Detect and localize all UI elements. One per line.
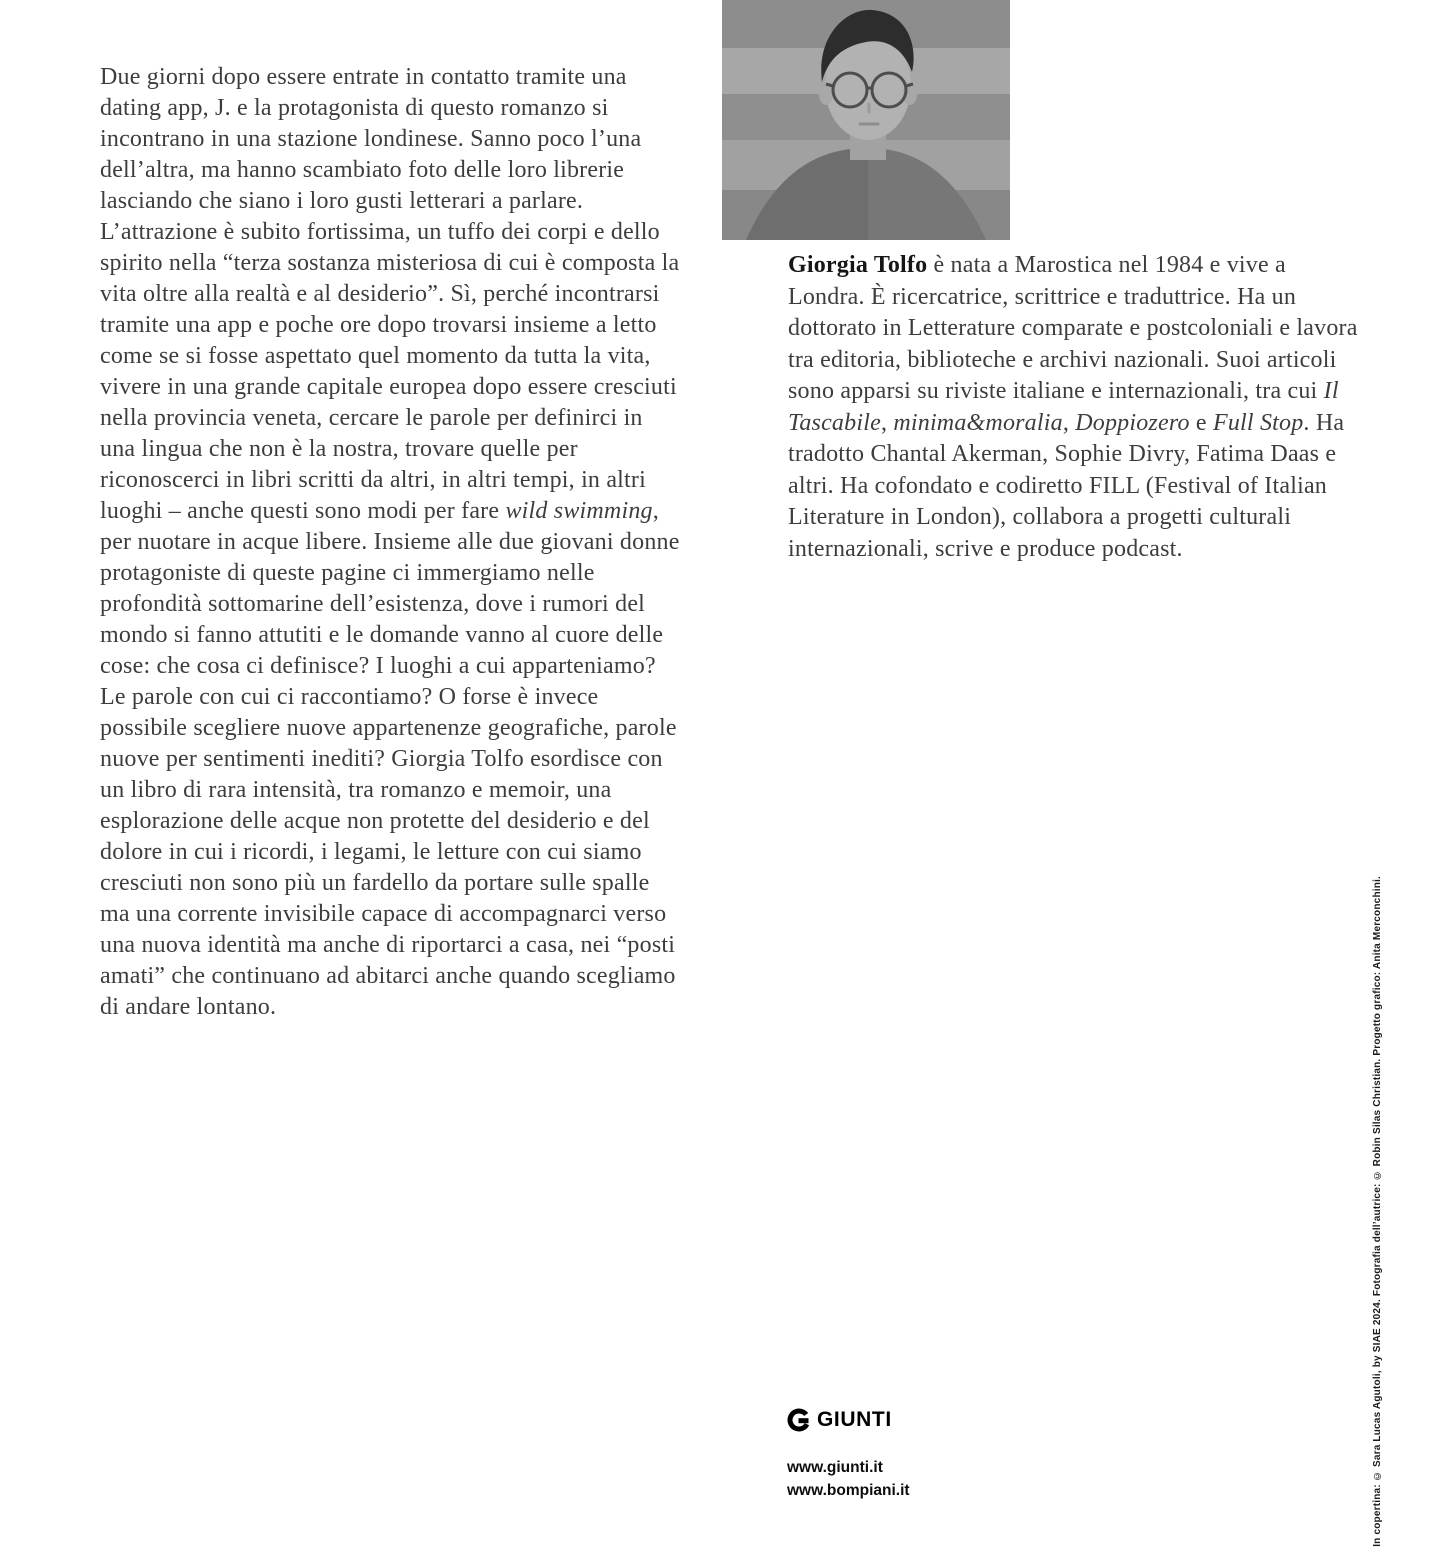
giunti-logo-icon bbox=[787, 1408, 811, 1432]
giunti-logo bbox=[787, 1408, 892, 1432]
publisher-urls bbox=[787, 1456, 910, 1502]
author-bio-text: Giorgia Tolfo è nata a Marostica nel 1984 e vive a Londra. È ricercatrice, scrittrice e traduttrice. Ha un dottorato in Letterature comparate e postcoloniali e lavora tra editoria, biblioteche e archivi nazionali. Suoi articoli sono apparsi su riviste italiane e internazionali, tra cui Il Tascabile, minima&moralia, Doppiozero e Full Stop. Ha tradotto Chantal Akerman, Sophie Divry, Fatima Daas e altri. Ha cofondato e codiretto FILL (Festival of Italian Literature in London), collabora a progetti culturali internazionali, scrive e produce podcast. bbox=[788, 252, 1358, 562]
author-photo bbox=[722, 0, 1010, 240]
flap-description-text: Due giorni dopo essere entrate in contatto tramite una dating app, J. e la protagonista di questo romanzo si incontrano in una stazione londinese. Sanno poco l’una dell’altra, ma hanno scambiato foto delle loro librerie lasciando che siano i loro gusti letterari a parlare. L’attrazione è subito fortissima, un tuffo dei corpi e dello spirito nella “terza sostanza misteriosa di cui è composta la vita oltre alla realtà e al desiderio”. Sì, perché incontrarsi tramite una app e poche ore dopo trovarsi insieme a letto come se si fosse aspettato quel momento da tutta la vita, vivere in una grande capitale europea dopo essere cresciuti nella provincia veneta, cercare le parole per definirci in una lingua che non è la nostra, trovare quelle per riconoscerci in libri scritti da altri, in altri tempi, in altri luoghi – anche questi sono modi per fare wild swimming, per nuotare in acque libere. Insieme alle due giovani donne protagoniste di queste pagine ci immergiamo nelle profondità sottomarine dell’esistenza, dove i rumori del mondo si fanno attutiti e le domande vanno al cuore delle cose: che cosa ci definisce? I luoghi a cui apparteniamo? Le parole con cui ci raccontiamo? O forse è invece possibile scegliere nuove appartenenze geografiche, parole nuove per sentimenti inediti? Giorgia Tolfo esordisce con un libro di rara intensità, tra romanzo e memoir, una esplorazione delle acque non protette del desiderio e del dolore in cui i ricordi, i legami, le letture con cui siamo cresciuti non sono più un fardello da portare sulle spalle ma una corrente invisibile capace di accompagnarci verso una nuova identità ma anche di riportarci a casa, nei “posti amati” che continuano ad abitarci anche quando scegliamo di andare lontano. bbox=[100, 64, 680, 1020]
cover-credits-vertical-text: In copertina: © Sara Lucas Agutoli, by SIAE 2024. Fotografia dell’autrice: © Robin Silas Christian. Progetto grafico: Anita Merconchini. bbox=[1372, 876, 1383, 1547]
bompiani-url: www.bompiani.it bbox=[787, 1482, 910, 1499]
giunti-url: www.giunti.it bbox=[787, 1459, 883, 1476]
giunti-logo-text: GIUNTI bbox=[817, 1408, 892, 1431]
author-portrait-illustration bbox=[722, 0, 1010, 240]
